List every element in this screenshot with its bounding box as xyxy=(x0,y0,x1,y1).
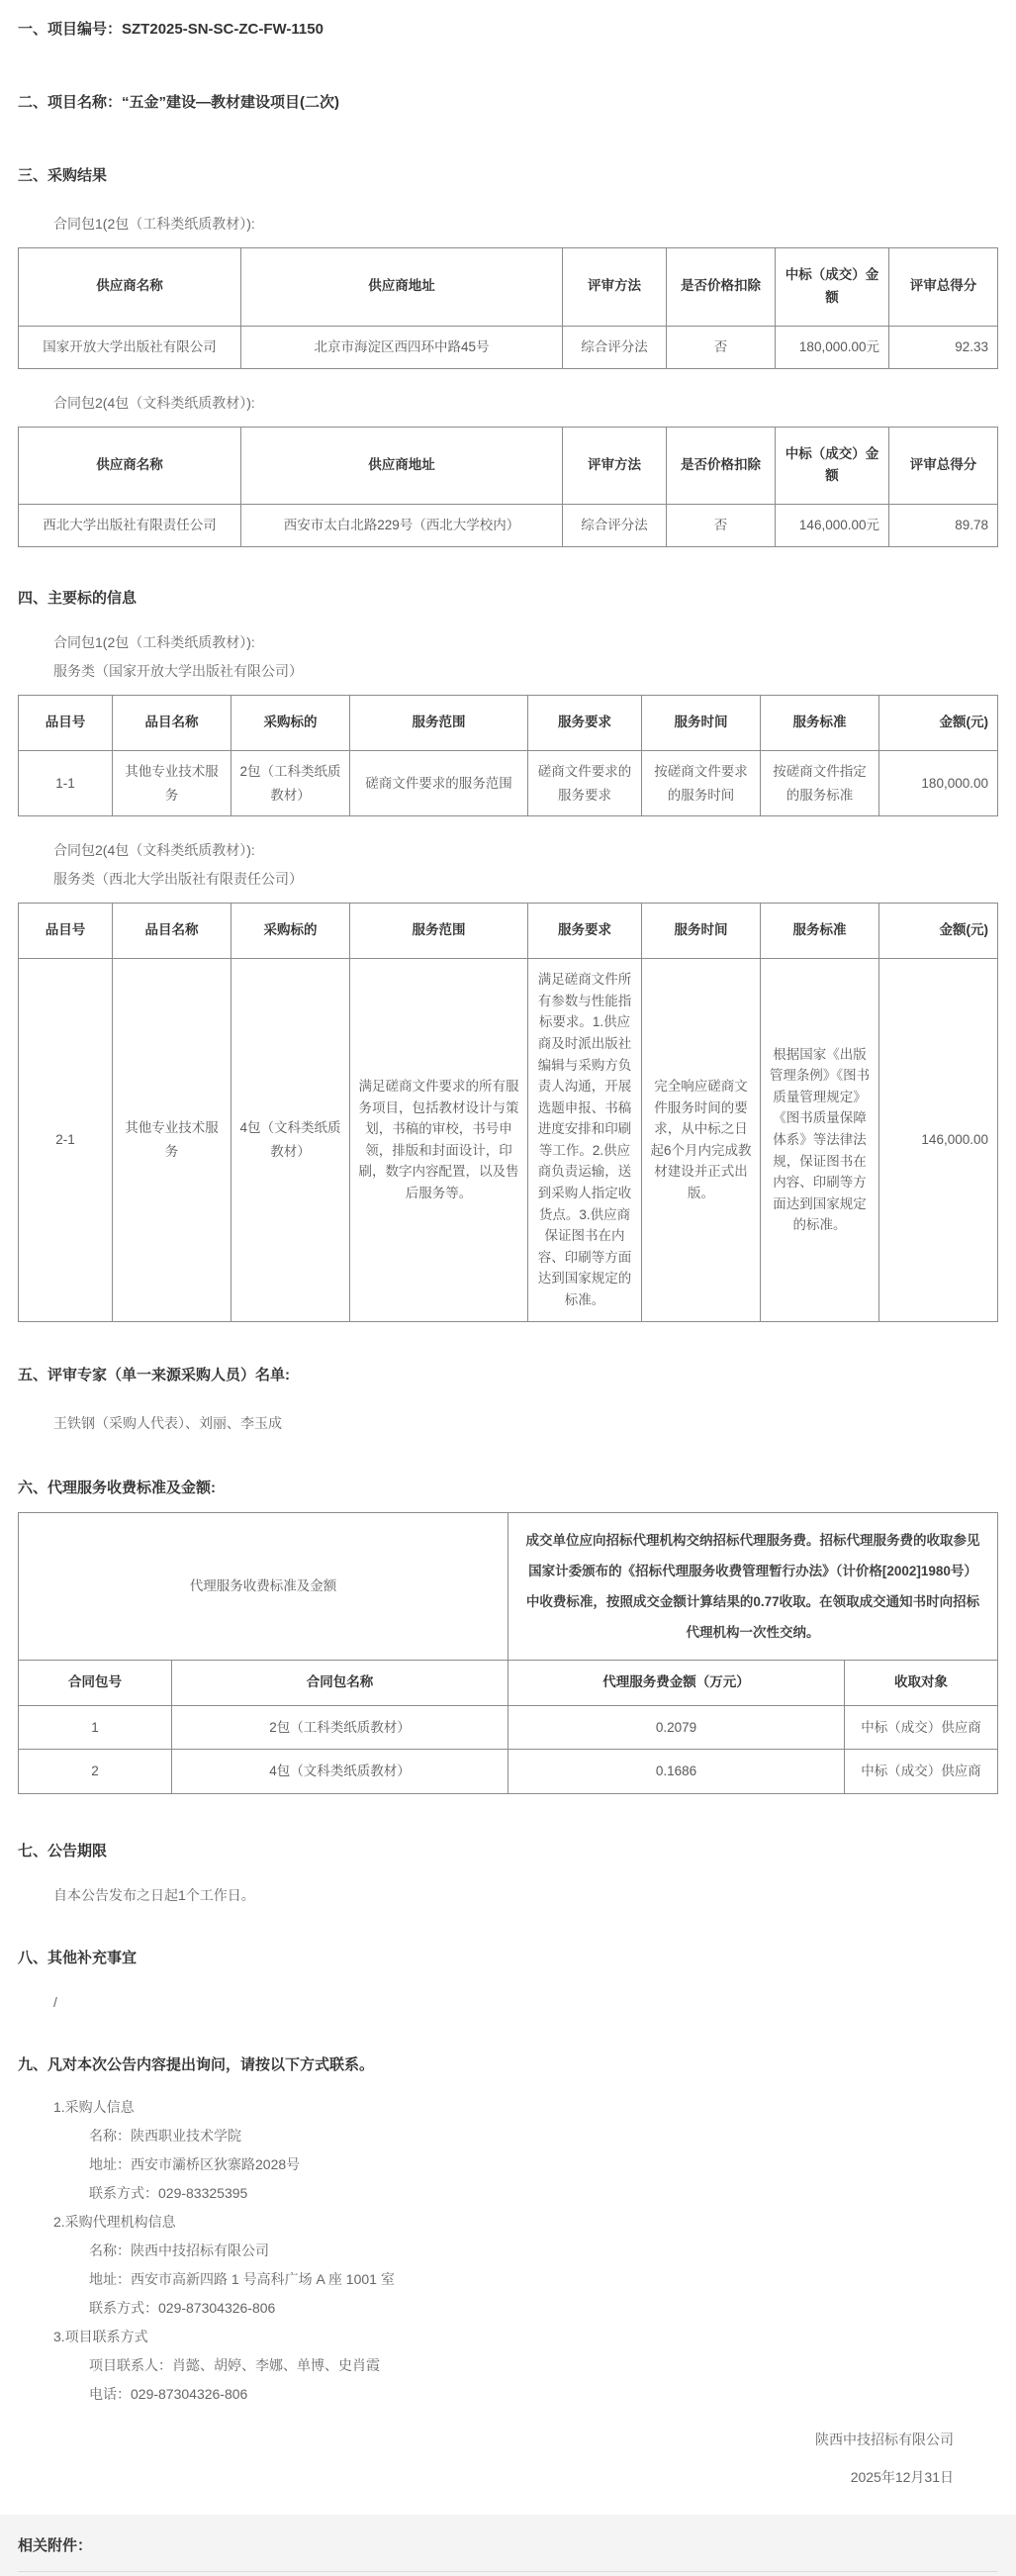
column-header-price-deduction: 是否价格扣除 xyxy=(667,248,776,327)
result-table-header-row xyxy=(19,427,998,505)
agency-phone: 联系方式：029-87304326-806 xyxy=(89,2300,276,2316)
item-name-cell: 其他专业技术服务 xyxy=(113,750,231,815)
section-procurement-result-title: 三、采购结果 xyxy=(18,167,108,184)
project-contact-persons: 项目联系人：肖懿、胡婷、李娜、单博、史肖霞 xyxy=(89,2357,380,2373)
subject-package1-label: 合同包1(2包（工科类纸质教材）): xyxy=(53,634,255,650)
subject-table-package1 xyxy=(18,695,998,816)
column-header-supplier-name: 供应商名称 xyxy=(19,427,241,505)
project-number-value: SZT2025-SN-SC-ZC-FW-1150 xyxy=(122,21,323,38)
subject-package1-category: 服务类（国家开放大学出版社有限公司） xyxy=(53,663,303,679)
agency-fee-row-2 xyxy=(19,1750,998,1794)
column-header-award-amount: 中标（成交）金额 xyxy=(776,427,889,505)
column-header-supplier-name: 供应商名称 xyxy=(19,248,241,327)
footer-date: 2025年12月31日 xyxy=(850,2469,954,2485)
fee-amount-cell: 0.2079 xyxy=(508,1705,845,1750)
section-inquiry-title: 九、凡对本次公告内容提出询问，请按以下方式联系。 xyxy=(18,2056,375,2073)
project-contact-heading: 3.项目联系方式 xyxy=(53,2329,148,2344)
award-amount-cell: 146,000.00元 xyxy=(776,505,889,547)
item-no-cell: 2-1 xyxy=(19,959,113,1322)
column-header-award-amount: 中标（成交）金额 xyxy=(776,248,889,327)
column-header-fee-amount: 代理服务费金额（万元） xyxy=(508,1660,845,1705)
column-header-service-time: 服务时间 xyxy=(642,904,761,959)
supplement-body: / xyxy=(53,1994,57,2010)
result-table-header-row xyxy=(19,248,998,327)
subject-table-header-row xyxy=(19,904,998,959)
subject-package2-label: 合同包2(4包（文科类纸质教材）): xyxy=(53,842,255,859)
supplier-name-cell: 国家开放大学出版社有限公司 xyxy=(19,326,241,368)
amount-cell: 146,000.00 xyxy=(879,959,998,1322)
subject-table-header-row xyxy=(19,696,998,751)
project-number-label: 一、项目编号： xyxy=(18,21,123,38)
experts-names: 王铁钢（采购人代表）、刘丽、李玉成 xyxy=(53,1414,282,1431)
column-header-service-requirement: 服务要求 xyxy=(528,904,642,959)
supplier-address-cell: 北京市海淀区西四环中路45号 xyxy=(241,326,563,368)
column-header-procurement-target: 采购标的 xyxy=(231,696,350,751)
project-number-heading xyxy=(18,20,998,40)
column-header-price-deduction: 是否价格扣除 xyxy=(667,427,776,505)
footer-company: 陕西中技招标有限公司 xyxy=(815,2432,954,2447)
column-header-service-standard: 服务标准 xyxy=(761,904,879,959)
period-body: 自本公告发布之日起1个工作日。 xyxy=(53,1887,255,1903)
purchaser-name: 名称：陕西职业技术学院 xyxy=(89,2128,241,2144)
attachments-label: 相关附件： xyxy=(18,2537,93,2554)
section-agency-fee-title: 六、代理服务收费标准及金额: xyxy=(18,1479,216,1496)
column-header-total-score: 评审总得分 xyxy=(889,248,998,327)
purchaser-info-heading: 1.采购人信息 xyxy=(53,2099,135,2115)
column-header-item-name: 品目名称 xyxy=(113,904,231,959)
column-header-review-method: 评审方法 xyxy=(563,248,667,327)
fee-amount-cell: 0.1686 xyxy=(508,1750,845,1794)
supplier-address-cell: 西安市太白北路229号（西北大学校内） xyxy=(241,505,563,547)
column-header-service-scope: 服务范围 xyxy=(350,696,528,751)
purchaser-phone: 联系方式：029-83325395 xyxy=(89,2185,248,2201)
price-deduction-cell: 否 xyxy=(667,505,776,547)
result-row-package1 xyxy=(19,326,998,368)
package-no-cell: 2 xyxy=(19,1750,172,1794)
subject-package2-category: 服务类（西北大学出版社有限责任公司） xyxy=(53,871,303,888)
procurement-target-cell: 2包（工科类纸质教材） xyxy=(231,750,350,815)
review-method-cell: 综合评分法 xyxy=(563,505,667,547)
review-method-cell: 综合评分法 xyxy=(563,326,667,368)
agency-fee-standard-text: 成交单位应向招标代理机构交纳招标代理服务费。招标代理服务费的收取参见国家计委颁布的《招标代理服务收费管理暂行办法》（计价格[2002]1980号）中收费标准，按照成交金额计算结果的0.77收取。在领取成交通知书时向招标代理机构一次性交纳。 xyxy=(508,1512,998,1660)
agency-fee-standard-row xyxy=(19,1512,998,1660)
agency-fee-header-row xyxy=(19,1660,998,1705)
fee-payer-cell: 中标（成交）供应商 xyxy=(845,1705,998,1750)
column-header-package-name: 合同包名称 xyxy=(172,1660,508,1705)
column-header-service-standard: 服务标准 xyxy=(761,696,879,751)
agency-address: 地址：西安市高新四路 1 号高科广场 A 座 1001 室 xyxy=(89,2271,395,2287)
service-scope-cell: 满足磋商文件要求的所有服务项目，包括教材设计与策划，书稿的审校，书号申领，排版和封面设计，印刷，数字内容配置，以及售后服务等。 xyxy=(350,959,528,1322)
total-score-cell: 89.78 xyxy=(889,505,998,547)
result-package1-label: 合同包1(2包（工科类纸质教材）): xyxy=(53,216,255,232)
agency-info-heading: 2.采购代理机构信息 xyxy=(53,2214,176,2230)
column-header-fee-payer: 收取对象 xyxy=(845,1660,998,1705)
column-header-service-scope: 服务范围 xyxy=(350,904,528,959)
column-header-supplier-address: 供应商地址 xyxy=(241,427,563,505)
service-standard-cell: 按磋商文件指定的服务标准 xyxy=(761,750,879,815)
column-header-item-no: 品目号 xyxy=(19,904,113,959)
package-name-cell: 2包（工科类纸质教材） xyxy=(172,1705,508,1750)
column-header-item-no: 品目号 xyxy=(19,696,113,751)
service-standard-cell: 根据国家《出版管理条例》《图书质量管理规定》《图书质量保障体系》等法律法规，保证图书在内容、印刷等方面达到国家规定的标准。 xyxy=(761,959,879,1322)
column-header-item-name: 品目名称 xyxy=(113,696,231,751)
package-name-cell: 4包（文科类纸质教材） xyxy=(172,1750,508,1794)
agency-fee-standard-label: 代理服务收费标准及金额 xyxy=(19,1512,508,1660)
section-period-title: 七、公告期限 xyxy=(18,1843,108,1860)
item-name-cell: 其他专业技术服务 xyxy=(113,959,231,1322)
service-time-cell: 完全响应磋商文件服务时间的要求，从中标之日起6个月内完成教材建设并正式出版。 xyxy=(642,959,761,1322)
column-header-review-method: 评审方法 xyxy=(563,427,667,505)
item-no-cell: 1-1 xyxy=(19,750,113,815)
procurement-target-cell: 4包（文科类纸质教材） xyxy=(231,959,350,1322)
result-package2-label: 合同包2(4包（文科类纸质教材）): xyxy=(53,394,255,411)
total-score-cell: 92.33 xyxy=(889,326,998,368)
attachments-divider xyxy=(18,2571,997,2572)
column-header-supplier-address: 供应商地址 xyxy=(241,248,563,327)
price-deduction-cell: 否 xyxy=(667,326,776,368)
column-header-service-requirement: 服务要求 xyxy=(528,696,642,751)
column-header-package-no: 合同包号 xyxy=(19,1660,172,1705)
project-name-heading xyxy=(18,93,998,113)
agency-fee-table xyxy=(18,1512,998,1794)
column-header-service-time: 服务时间 xyxy=(642,696,761,751)
section-experts-title: 五、评审专家（单一来源采购人员）名单: xyxy=(18,1366,290,1383)
subject-row-2-1 xyxy=(19,959,998,1322)
subject-row-1-1 xyxy=(19,750,998,815)
package-no-cell: 1 xyxy=(19,1705,172,1750)
supplier-name-cell: 西北大学出版社有限责任公司 xyxy=(19,505,241,547)
service-requirement-cell: 满足磋商文件所有参数与性能指标要求。1.供应商及时派出版社编辑与采购方负责人沟通，开展选题申报、书稿进度安排和印刷等工作。2.供应商负责运输，送到采购人指定收货点。3.供应商保证图书在内容、印刷等方面达到国家规定的标准。 xyxy=(528,959,642,1322)
result-table-package2 xyxy=(18,427,998,548)
result-row-package2 xyxy=(19,505,998,547)
column-header-total-score: 评审总得分 xyxy=(889,427,998,505)
award-amount-cell: 180,000.00元 xyxy=(776,326,889,368)
subject-table-package2 xyxy=(18,903,998,1321)
service-time-cell: 按磋商文件要求的服务时间 xyxy=(642,750,761,815)
purchaser-address: 地址：西安市灞桥区狄寨路2028号 xyxy=(89,2156,301,2172)
agency-name: 名称：陕西中技招标有限公司 xyxy=(89,2242,269,2258)
agency-fee-row-1 xyxy=(19,1705,998,1750)
project-name-label: 二、项目名称： xyxy=(18,94,123,111)
attachments-section xyxy=(0,2515,1016,2576)
section-subject-info-title: 四、主要标的信息 xyxy=(18,590,138,607)
project-contact-phone: 电话：029-87304326-806 xyxy=(89,2386,248,2402)
amount-cell: 180,000.00 xyxy=(879,750,998,815)
result-table-package1 xyxy=(18,247,998,369)
column-header-procurement-target: 采购标的 xyxy=(231,904,350,959)
service-requirement-cell: 磋商文件要求的服务要求 xyxy=(528,750,642,815)
column-header-amount: 金额(元) xyxy=(879,696,998,751)
project-name-value: “五金”建设—教材建设项目(二次) xyxy=(122,94,340,111)
column-header-amount: 金额(元) xyxy=(879,904,998,959)
fee-payer-cell: 中标（成交）供应商 xyxy=(845,1750,998,1794)
service-scope-cell: 磋商文件要求的服务范围 xyxy=(350,750,528,815)
section-supplement-title: 八、其他补充事宜 xyxy=(18,1950,138,1966)
